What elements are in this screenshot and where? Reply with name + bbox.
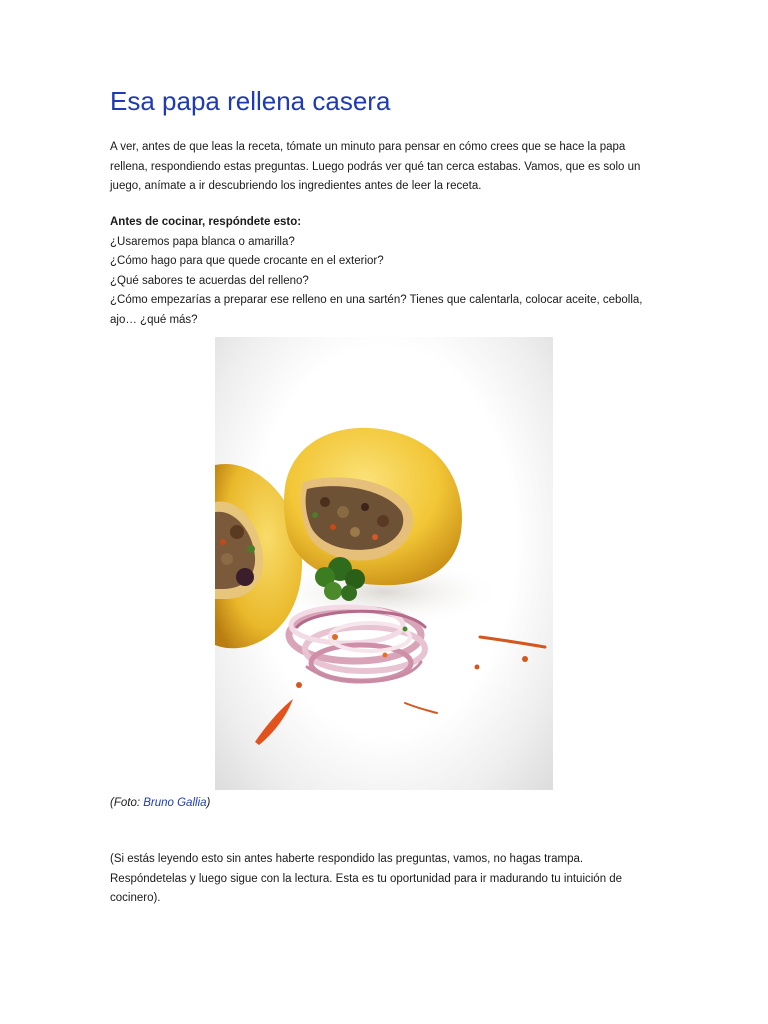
question-item: ¿Cómo hago para que quede crocante en el exterior? bbox=[110, 255, 384, 267]
intro-paragraph: A ver, antes de que leas la receta, tómate un minuto para pensar en cómo crees que se hace la papa rellena, respondiendo estas preguntas. Luego podrás ver qué tan cerca estabas. Vamos, que es solo un juego, anímate a ir descubriendo los ingredientes antes de leer la receta. bbox=[110, 141, 641, 192]
question-item: ¿Qué sabores te acuerdas del relleno? bbox=[110, 274, 309, 287]
questions-heading: Antes de cocinar, respóndete esto: bbox=[110, 216, 302, 228]
question-item: ¿Usaremos papa blanca o amarilla? bbox=[110, 235, 295, 248]
article-title: Esa papa rellena casera bbox=[110, 86, 391, 116]
photographer-link[interactable]: Bruno Gallia bbox=[143, 797, 207, 809]
right-potato bbox=[284, 428, 462, 585]
photo-caption bbox=[110, 795, 210, 811]
questions-block bbox=[110, 213, 655, 330]
outro-paragraph: (Si estás leyendo esto sin antes haberte respondido las preguntas, vamos, no hagas trampa. Respóndetelas y luego sigue con la lectura. Esta es tu oportunidad para ir madurando tu intuición de cocinero). bbox=[110, 853, 623, 904]
papa-rellena-photo bbox=[215, 337, 553, 790]
caption-prefix: (Foto: bbox=[110, 797, 144, 809]
caption-suffix: ) bbox=[206, 797, 211, 809]
question-item: ¿Cómo empezarías a preparar ese relleno en una sartén? Tienes que calentarla, colocar aceite, cebolla, ajo… ¿qué más? bbox=[110, 294, 643, 326]
